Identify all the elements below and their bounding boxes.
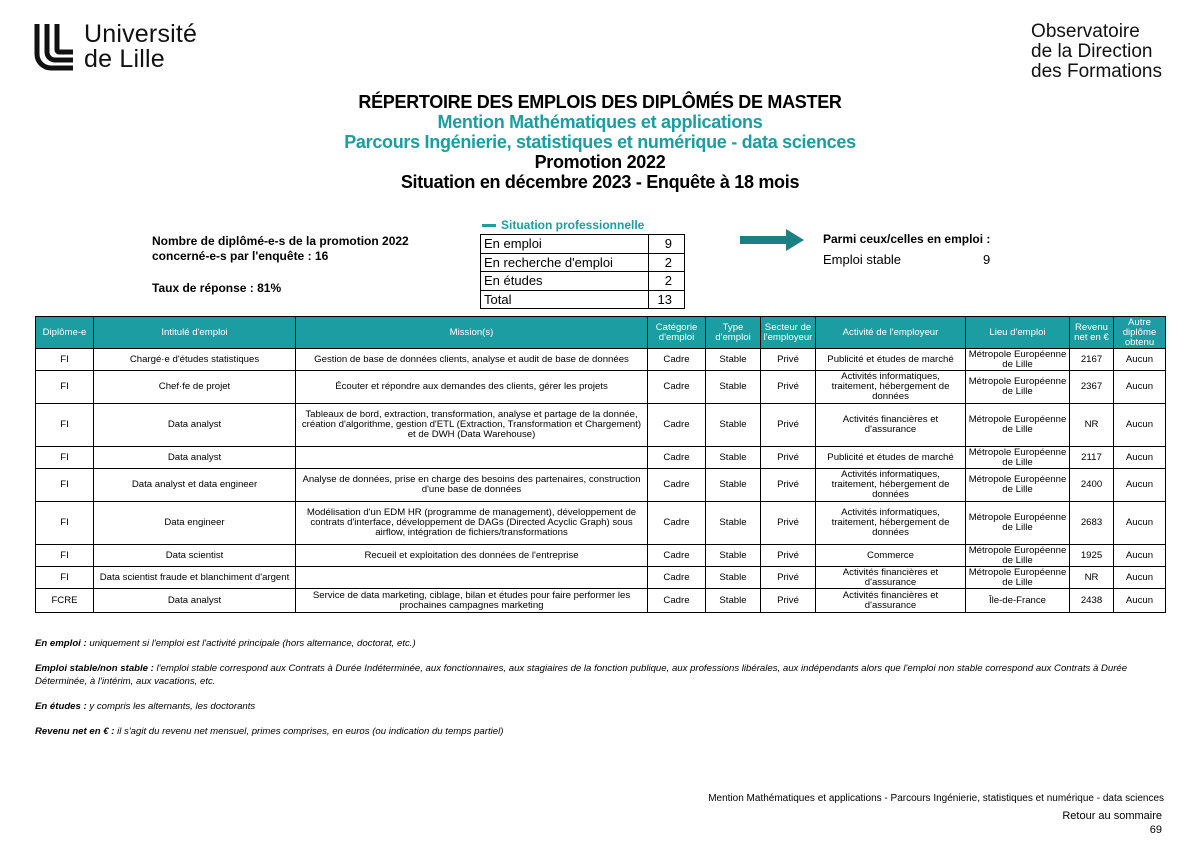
logo-line-2: de Lille [84,45,165,73]
situation-value: 2 [649,253,685,272]
response-rate: Taux de réponse : 81% [152,281,282,295]
situation-label: Total [481,290,649,309]
table-cell: Aucun [1114,469,1166,502]
table-row [36,371,1166,404]
table-cell: Activités informatiques, traitement, hébergement de données [816,469,966,502]
table-cell: FI [36,502,94,545]
situation-row [481,272,685,291]
table-cell: Activités informatiques, traitement, hébergement de données [816,371,966,404]
table-cell: FI [36,469,94,502]
table-cell: Aucun [1114,502,1166,545]
table-cell: Écouter et répondre aux demandes des clients, gérer les projets [296,371,648,404]
title-situation: Situation en décembre 2023 - Enquête à 18 mois [400,172,800,192]
column-header: Activité de l'employeur [816,317,966,349]
ulille-logo-icon [34,22,76,72]
situation-title [482,218,644,232]
stable-value: 9 [983,252,991,267]
table-cell: Aucun [1114,349,1166,371]
table-cell: Stable [706,404,761,447]
column-header: Diplôme-e [36,317,94,349]
table-cell: Aucun [1114,371,1166,404]
observatoire-line-2: de la Direction [1031,41,1153,62]
column-header: Lieu d'emploi [966,317,1070,349]
column-header: Type d'emploi [706,317,761,349]
table-cell: Activités financières et d'assurance [816,567,966,589]
table-cell: Stable [706,349,761,371]
table-cell: Data analyst [94,447,296,469]
back-to-summary-link[interactable]: Retour au sommaire [1062,810,1162,822]
column-header: Revenu net en € [1070,317,1114,349]
table-cell: Activités informatiques, traitement, hébergement de données [816,502,966,545]
situation-bar-icon [482,224,496,227]
title-promotion: Promotion 2022 [534,152,666,172]
column-header: Secteur de l'employeur [761,317,816,349]
footer-nav [1062,809,1162,837]
table-cell: FI [36,447,94,469]
table-cell: Publicité et études de marché [816,447,966,469]
table-cell: NR [1070,567,1114,589]
table-cell: Chargé·e d'études statistiques [94,349,296,371]
note-4-text: il s'agit du revenu net mensuel, primes comprises, en euros (ou indication du temps partiel) [114,726,504,737]
table-cell: Stable [706,502,761,545]
table-cell: Tableaux de bord, extraction, transformation, analyse et partage de la donnée, création d'algorithme, gestion d'ETL (Extraction, Transformation et Chargement) et de DWH (Data Warehouse) [296,404,648,447]
table-row [36,545,1166,567]
footer-mention: Mention Mathématiques et applications - Parcours Ingénierie, statistiques et numérique - data sciences [708,793,1164,804]
survey-info [152,234,409,296]
table-cell: FCRE [36,589,94,613]
table-cell: Stable [706,447,761,469]
table-cell: Privé [761,371,816,404]
note-3-text: y compris les alternants, les doctorants [86,701,256,712]
university-logo [34,22,197,72]
table-cell: Stable [706,589,761,613]
table-cell: Métropole Européenne de Lille [966,567,1070,589]
table-header-row [36,317,1166,349]
table-cell: Data analyst et data engineer [94,469,296,502]
table-cell: Data analyst [94,589,296,613]
situation-label: En emploi [481,235,649,254]
table-cell: Stable [706,371,761,404]
table-cell: Aucun [1114,589,1166,613]
column-header: Catégorie d'emploi [648,317,706,349]
table-cell: 2367 [1070,371,1114,404]
table-cell: Privé [761,545,816,567]
table-cell: FI [36,567,94,589]
table-cell: Métropole Européenne de Lille [966,469,1070,502]
table-cell [296,567,648,589]
table-cell: Privé [761,447,816,469]
table-row [36,567,1166,589]
table-cell: Privé [761,502,816,545]
stable-label: Emploi stable [823,252,902,267]
table-cell: Métropole Européenne de Lille [966,545,1070,567]
table-cell: Privé [761,589,816,613]
table-cell: Aucun [1114,404,1166,447]
note-emploi-stable [35,662,1170,688]
table-cell: 2438 [1070,589,1114,613]
situation-table [480,234,685,309]
observatoire-label [1031,22,1162,82]
situation-label: En recherche d'emploi [481,253,649,272]
note-en-etudes [35,700,1170,713]
logo-line-1: Université [84,20,198,48]
situation-value: 2 [649,272,685,291]
survey-count-line-1: Nombre de diplômé-e-s de la promotion 2022 [152,234,409,248]
table-cell: Aucun [1114,567,1166,589]
note-1-text: uniquement si l'emploi est l'activité principale (hors alternance, doctorat, etc.) [86,638,416,649]
table-cell: Cadre [648,502,706,545]
note-en-emploi [35,637,1170,650]
table-row [36,404,1166,447]
observatoire-line-1: Observatoire [1031,21,1140,42]
table-cell: Cadre [648,545,706,567]
observatoire-line-3: des Formations [1031,61,1162,82]
table-cell: Cadre [648,447,706,469]
arrow-right-icon [740,229,804,251]
table-cell: Métropole Européenne de Lille [966,502,1070,545]
table-cell: Service de data marketing, ciblage, bilan et études pour faire performer les prochaines campagnes marketing [296,589,648,613]
survey-count-line-2: concerné-e-s par l'enquête : 16 [152,249,329,263]
table-cell: Publicité et études de marché [816,349,966,371]
table-cell: Data scientist [94,545,296,567]
table-row [36,447,1166,469]
note-3-term: En études : [35,701,87,712]
table-cell: Métropole Européenne de Lille [966,349,1070,371]
table-cell: Gestion de base de données clients, analyse et audit de base de données [296,349,648,371]
page-number: 69 [1149,824,1162,836]
table-row [36,349,1166,371]
note-revenu [35,725,1170,738]
table-cell: Cadre [648,349,706,371]
situation-row [481,235,685,254]
table-cell: Chef·fe de projet [94,371,296,404]
note-2-term: Emploi stable/non stable : [35,663,154,674]
table-cell: FI [36,371,94,404]
table-cell: Cadre [648,404,706,447]
note-2-text: l'emploi stable correspond aux Contrats à Durée Indéterminée, aux fonctionnaires, aux stagiaires de la fonction publique, aux professions libérales, aux indépendants alors que l'emploi non stable correspond aux Contrats à Durée Déterminée, à l'intérim, aux vacations, etc. [35,663,1128,687]
situation-title-text: Situation professionnelle [501,218,645,232]
table-cell: 2167 [1070,349,1114,371]
table-cell: Métropole Européenne de Lille [966,447,1070,469]
table-cell: Recueil et exploitation des données de l'entreprise [296,545,648,567]
situation-value: 13 [649,290,685,309]
jobs-table [35,316,1166,613]
table-cell: 2117 [1070,447,1114,469]
table-cell: Cadre [648,589,706,613]
table-row [36,469,1166,502]
table-cell: Stable [706,567,761,589]
table-cell: Data scientist fraude et blanchiment d'argent [94,567,296,589]
table-cell: FI [36,349,94,371]
table-cell: FI [36,545,94,567]
table-cell: Privé [761,404,816,447]
table-cell: Privé [761,469,816,502]
table-cell: FI [36,404,94,447]
table-cell: 2683 [1070,502,1114,545]
table-cell: NR [1070,404,1114,447]
table-cell: 1925 [1070,545,1114,567]
table-cell: Cadre [648,371,706,404]
notes [35,637,1170,750]
title-parcours: Parcours Ingénierie, statistiques et numérique - data sciences [344,132,856,152]
note-1-term: En emploi : [35,638,87,649]
table-row [36,502,1166,545]
table-cell [296,447,648,469]
table-cell: Métropole Européenne de Lille [966,404,1070,447]
title-mention: Mention Mathématiques et applications [437,112,763,132]
table-row [36,589,1166,613]
column-header: Intitulé d'emploi [94,317,296,349]
table-cell: Data analyst [94,404,296,447]
table-cell: Analyse de données, prise en charge des besoins des partenaires, construction d'une base de données [296,469,648,502]
situation-row [481,253,685,272]
table-cell: Stable [706,545,761,567]
table-cell: Commerce [816,545,966,567]
column-header: Mission(s) [296,317,648,349]
table-cell: Aucun [1114,545,1166,567]
table-cell: 2400 [1070,469,1114,502]
table-cell: Data engineer [94,502,296,545]
column-header: Autre diplôme obtenu [1114,317,1166,349]
table-cell: Cadre [648,469,706,502]
table-cell: Île-de-France [966,589,1070,613]
table-cell: Privé [761,349,816,371]
table-cell: Activités financières et d'assurance [816,404,966,447]
situation-label: En études [481,272,649,291]
note-4-term: Revenu net en € : [35,726,115,737]
page-title-block [0,92,1200,192]
situation-row [481,290,685,309]
table-cell: Activités financières et d'assurance [816,589,966,613]
situation-value: 9 [649,235,685,254]
table-cell: Aucun [1114,447,1166,469]
table-cell: Stable [706,469,761,502]
table-cell: Cadre [648,567,706,589]
table-cell: Métropole Européenne de Lille [966,371,1070,404]
table-cell: Modélisation d'un EDM HR (programme de management), développement de contrats d'interface, développement de DAGs (Directed Acyclic Graph) sous airflow, intégration de fichiers/transformations [296,502,648,545]
employed-summary [823,232,990,267]
title-repertoire: RÉPERTOIRE DES EMPLOIS DES DIPLÔMÉS DE MASTER [358,92,842,112]
employed-heading: Parmi ceux/celles en emploi : [823,232,991,246]
table-cell: Privé [761,567,816,589]
